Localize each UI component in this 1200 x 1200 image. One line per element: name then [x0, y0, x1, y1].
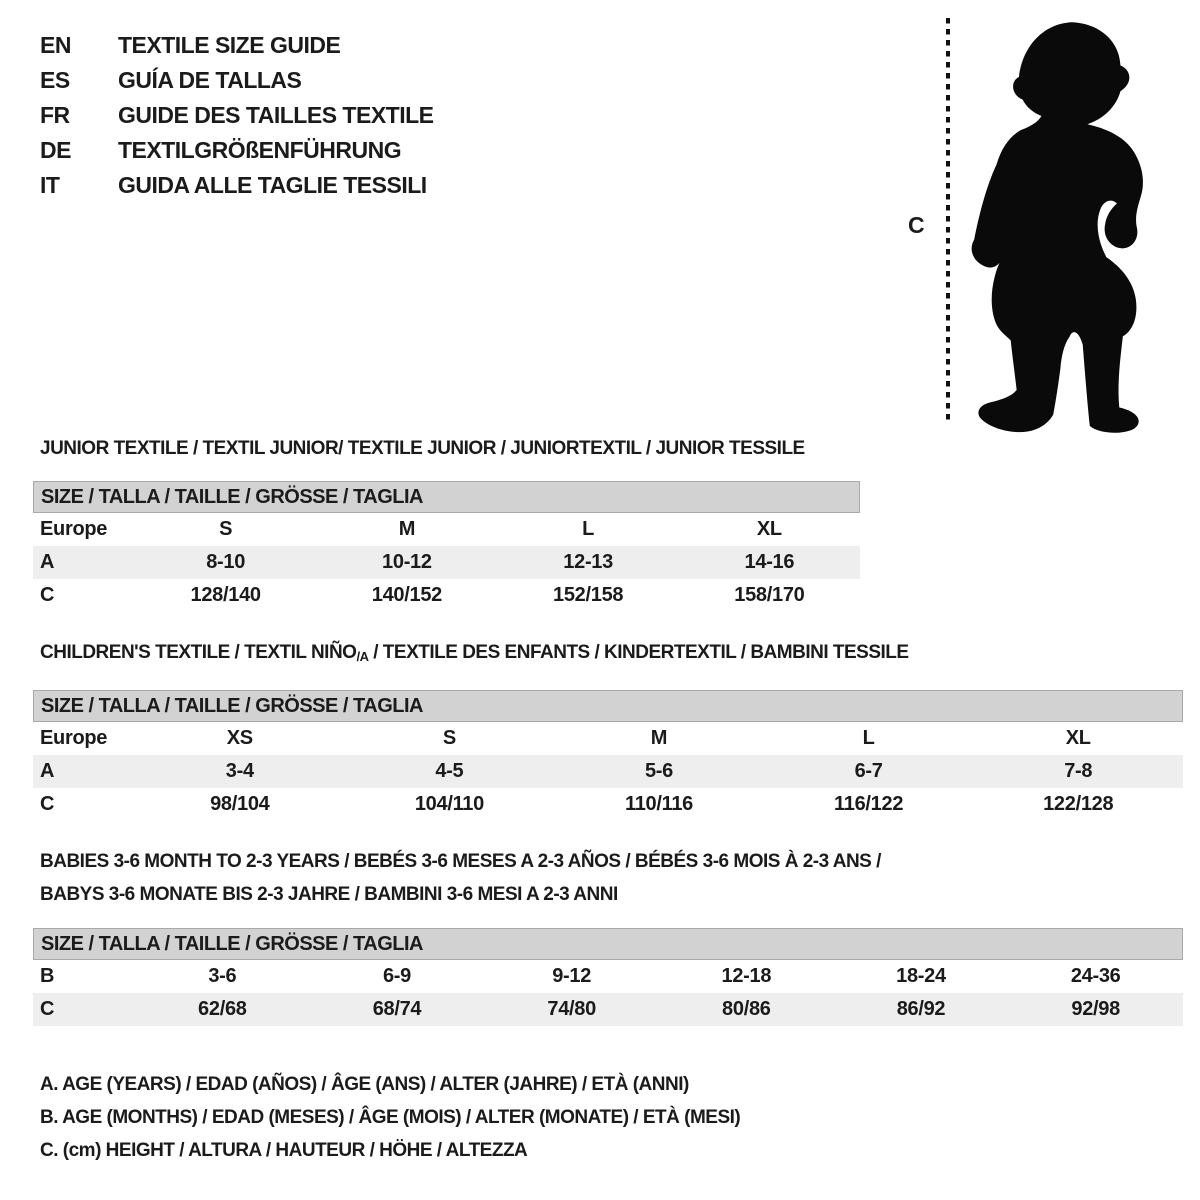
- table-cell: 92/98: [1071, 998, 1120, 1020]
- footnote-b: B. AGE (MONTHS) / EDAD (MESES) / ÂGE (MOIS) / ALTER (MONATE) / ETÀ (MESI): [40, 1107, 741, 1128]
- children-row-a: [33, 755, 1183, 788]
- lang-title: TEXTILGRÖßENFÜHRUNG: [118, 137, 402, 163]
- toddler-silhouette: [972, 22, 1143, 433]
- column-header: XL: [1065, 727, 1091, 749]
- table-cell: 4-5: [435, 760, 464, 782]
- column-header: M: [398, 518, 416, 540]
- table-cell: 116/122: [834, 793, 904, 815]
- column-header: L: [582, 518, 595, 540]
- lang-row-en: [40, 28, 434, 63]
- lang-row-es: [40, 63, 434, 98]
- table-cell: 12-18: [721, 965, 772, 987]
- junior-row-c: [33, 579, 860, 612]
- row-label: A: [40, 551, 55, 573]
- babies-row-c: [33, 993, 1183, 1026]
- table-cell: 5-6: [644, 760, 673, 782]
- table-cell: 6-9: [382, 965, 411, 987]
- table-cell: 3-4: [225, 760, 254, 782]
- children-section-heading: [40, 641, 909, 668]
- lang-code: DE: [40, 137, 71, 163]
- lang-code: IT: [40, 172, 60, 198]
- table-cell: 98/104: [210, 793, 270, 815]
- footnote-c: C. (cm) HEIGHT / ALTURA / HAUTEUR / HÖHE / ALTEZZA: [40, 1140, 528, 1161]
- babies-size-header-bar: SIZE / TALLA / TAILLE / GRÖSSE / TAGLIA: [33, 928, 1183, 960]
- table-cell: 152/158: [553, 584, 624, 606]
- babies-row-b: [33, 960, 1183, 993]
- column-header: S: [219, 518, 233, 540]
- toddler-silhouette-figure: [900, 10, 1160, 435]
- table-cell: 80/86: [722, 998, 771, 1020]
- table-cell: 12-13: [563, 551, 613, 573]
- table-cell: 10-12: [382, 551, 432, 573]
- table-cell: 7-8: [1064, 760, 1093, 782]
- table-cell: 68/74: [372, 998, 422, 1020]
- babies-size-table: [33, 928, 1183, 1026]
- children-row-c: [33, 788, 1183, 821]
- table-cell: 62/68: [198, 998, 247, 1020]
- table-cell: 140/152: [371, 584, 442, 606]
- children-heading-part1: CHILDREN'S TEXTILE / TEXTIL NIÑO: [40, 642, 357, 663]
- row-label: B: [40, 965, 55, 987]
- row-label: C: [40, 584, 55, 606]
- junior-size-header-bar: SIZE / TALLA / TAILLE / GRÖSSE / TAGLIA: [33, 481, 860, 513]
- column-header: M: [650, 727, 668, 749]
- column-header: Europe: [40, 518, 108, 540]
- table-cell: 14-16: [744, 551, 795, 573]
- table-cell: 6-7: [854, 760, 883, 782]
- column-header: Europe: [40, 727, 108, 749]
- junior-size-table: [33, 481, 860, 612]
- row-label: C: [40, 793, 55, 815]
- table-cell: 74/80: [547, 998, 596, 1020]
- lang-code: EN: [40, 32, 71, 58]
- children-size-header-bar: SIZE / TALLA / TAILLE / GRÖSSE / TAGLIA: [33, 690, 1183, 722]
- column-header: L: [862, 727, 875, 749]
- table-cell: 18-24: [896, 965, 946, 987]
- lang-title: TEXTILE SIZE GUIDE: [118, 32, 341, 58]
- babies-section-heading: [40, 845, 881, 911]
- footnote-legend: [40, 1068, 740, 1167]
- children-columns-row: [33, 722, 1183, 755]
- junior-section-heading: JUNIOR TEXTILE / TEXTIL JUNIOR/ TEXTILE JUNIOR / JUNIORTEXTIL / JUNIOR TESSILE: [40, 438, 805, 459]
- lang-title: GUÍA DE TALLAS: [118, 67, 302, 93]
- table-cell: 104/110: [414, 793, 484, 815]
- junior-columns-row: [33, 513, 860, 546]
- table-cell: 122/128: [1043, 793, 1114, 815]
- lang-row-de: [40, 133, 434, 168]
- measure-c-label: C: [908, 212, 925, 238]
- row-label: C: [40, 998, 55, 1020]
- row-label: A: [40, 760, 55, 782]
- lang-title: GUIDA ALLE TAGLIE TESSILI: [118, 172, 427, 198]
- babies-heading-line1: BABIES 3-6 MONTH TO 2-3 YEARS / BEBÉS 3-6 MESES A 2-3 AÑOS / BÉBÉS 3-6 MOIS À 2-3 ANS /: [40, 851, 881, 872]
- column-header: XL: [756, 518, 782, 540]
- table-cell: 128/140: [190, 584, 261, 606]
- column-header: XS: [226, 727, 253, 749]
- lang-title: GUIDE DES TAILLES TEXTILE: [118, 102, 434, 128]
- footnote-a: A. AGE (YEARS) / EDAD (AÑOS) / ÂGE (ANS) / ALTER (JAHRE) / ETÀ (ANNI): [40, 1074, 689, 1095]
- lang-code: ES: [40, 67, 70, 93]
- babies-heading-line2: BABYS 3-6 MONATE BIS 2-3 JAHRE / BAMBINI 3-6 MESI A 2-3 ANNI: [40, 884, 618, 905]
- children-heading-subscript: /A: [356, 649, 369, 664]
- table-cell: 3-6: [208, 965, 237, 987]
- table-cell: 110/116: [624, 793, 693, 815]
- lang-row-fr: [40, 98, 434, 133]
- table-cell: 86/92: [896, 998, 946, 1020]
- junior-row-a: [33, 546, 860, 579]
- table-cell: 8-10: [206, 551, 246, 573]
- children-size-table: [33, 690, 1183, 821]
- table-cell: 158/170: [734, 584, 805, 606]
- lang-row-it: [40, 168, 434, 203]
- table-cell: 9-12: [552, 965, 592, 987]
- children-heading-part2: / TEXTILE DES ENFANTS / KINDERTEXTIL / BAMBINI TESSILE: [368, 642, 909, 663]
- language-title-list: [40, 28, 434, 203]
- column-header: S: [442, 727, 456, 749]
- table-cell: 24-36: [1070, 965, 1121, 987]
- lang-code: FR: [40, 102, 70, 128]
